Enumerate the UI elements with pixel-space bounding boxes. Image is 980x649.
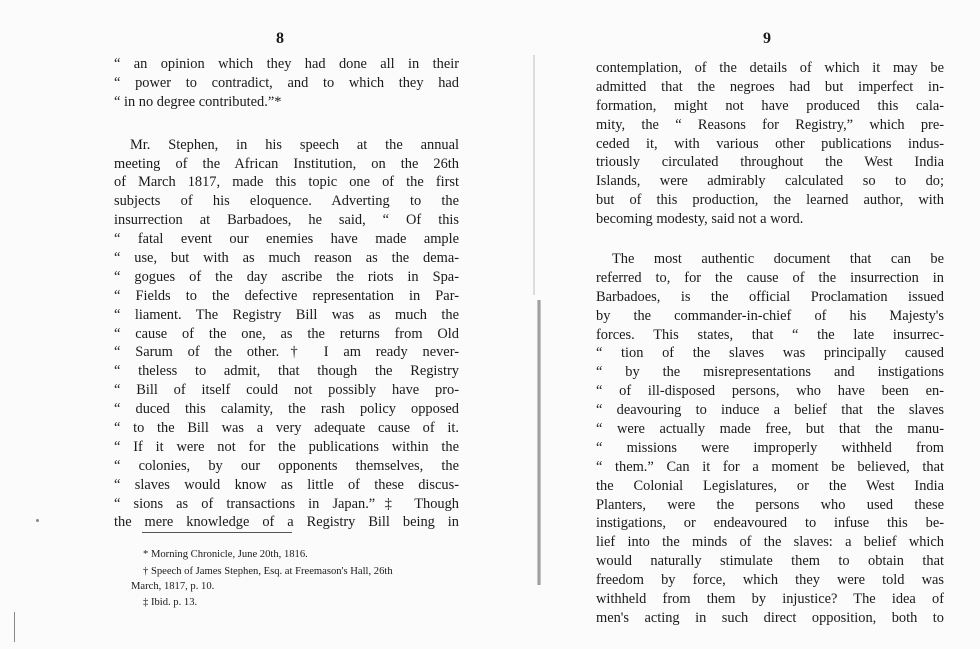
text-line: mity, the “ Reasons for Registry,” which pre- [596,116,944,133]
text-line: “ slaves would know as little of these discus- [114,476,459,493]
text-line: triously circulated throughout the West India [596,154,944,171]
left-footnotes [131,546,476,612]
text-line: meeting of the African Institution, on the 26th [114,155,459,172]
text-line: men's acting in such direct opposition, both to [596,609,944,626]
text-line: “ to the Bill was a very adequate cause of it. [114,420,459,437]
gutter-shadow [537,300,541,585]
footnote-rule [142,532,292,533]
text-line: “ Fields to the defective representation in Par- [114,287,459,304]
text-line: referred to, for the cause of the insurrection in [596,269,944,286]
footnote: March, 1817, p. 10. [131,581,215,592]
text-line: “ them.” Can it for a moment be believed, that [596,458,944,475]
text-line: the mere knowledge of a Registry Bill being in [114,514,459,531]
text-line: by the commander-in-chief of his Majesty's [596,307,944,324]
text-line: subjects of his eloquence. Adverting to the [114,193,459,210]
right-paragraph-1 [596,59,944,229]
text-line: “ of ill-disposed persons, who have been en- [596,383,944,400]
text-line: “ gogues of the day ascribe the riots in Spa- [114,268,459,285]
text-line: contemplation, of the details of which it may be [596,60,944,76]
text-line: “ colonies, by our opponents themselves, the [114,457,459,474]
text-line: “ duced this calamity, the rash policy opposed [114,401,459,418]
text-line: freedom by force, which they were told was [596,572,944,589]
text-line: Planters, were the persons who used these [596,496,944,513]
text-line: “ were actually made free, but that the manu- [596,421,944,438]
text-line: forces. This states, that “ the late insurrec- [596,326,944,343]
left-paragraph-1 [114,55,459,112]
text-line: “ power to contradict, and to which they had [114,74,459,91]
gutter-shadow-upper [533,55,535,295]
text-line: lief into the minds of the slaves: a belief which [596,534,944,551]
right-page-number: 9 [763,30,771,47]
text-line: ceded it, with various other publications indus- [596,135,944,152]
text-line: “ deavouring to induce a belief that the slaves [596,402,944,419]
text-line: the Colonial Legislatures, or the West India [596,477,944,494]
right-paragraph-2 [596,250,944,628]
text-line: Mr. Stephen, in his speech at the annual [130,136,459,153]
text-line: “ fatal event our enemies have made ample [114,231,459,248]
text-line: insurrection at Barbadoes, he said, “ Of this [114,212,459,229]
text-line: “ an opinion which they had done all in their [114,56,459,72]
text-line: instigations, or endeavoured to infuse this be- [596,515,944,532]
text-line: of March 1817, made this topic one of the first [114,174,459,191]
footnote: † Speech of James Stephen, Esq. at Freemason's Hall, 26th [143,566,393,577]
left-page-number: 8 [276,30,284,47]
text-line: admitted that the negroes had but imperfect in- [596,78,944,95]
scan-mark-left [14,612,15,642]
footnote: ‡ Ibid. p. 13. [143,597,198,608]
text-line: “ Bill of itself could not possibly have pro- [114,382,459,399]
text-line: becoming modesty, said not a word. [596,211,804,228]
text-line: Barbadoes, is the official Proclamation issued [596,288,944,305]
text-line: “ Sarum of the other.† I am ready never- [114,344,459,361]
text-line: “ missions were improperly withheld from [596,439,944,456]
text-line: “ sions as of transactions in Japan.”‡ Though [114,495,459,512]
text-line: “ by the misrepresentations and instigations [596,364,944,381]
text-line: would naturally stimulate them to obtain that [596,553,944,570]
left-page-text [114,55,459,532]
text-line: “ cause of the one, as the returns from Old [114,325,459,342]
text-line: “ in no degree contributed.”* [114,93,282,110]
text-line: “ liament. The Registry Bill was as much the [114,306,459,323]
right-page-text [596,59,944,628]
text-line: withheld from them by injustice? The idea of [596,591,944,608]
text-line: “ If it were not for the publications within the [114,438,459,455]
text-line: “ tion of the slaves was principally caused [596,345,944,362]
text-line: Islands, were admirably calculated so to do; [596,173,944,190]
text-line: “ use, but with as much reason as the dema- [114,250,459,267]
text-line: formation, might not have produced this cala- [596,97,944,114]
footnote: * Morning Chronicle, June 20th, 1816. [143,549,308,560]
scan-mark-left-dot [36,519,39,522]
text-line: but of this production, the learned author, with [596,192,944,209]
text-line: “ theless to admit, that though the Registry [114,363,459,380]
text-line: The most authentic document that can be [612,251,944,268]
left-paragraph-2 [114,136,459,533]
